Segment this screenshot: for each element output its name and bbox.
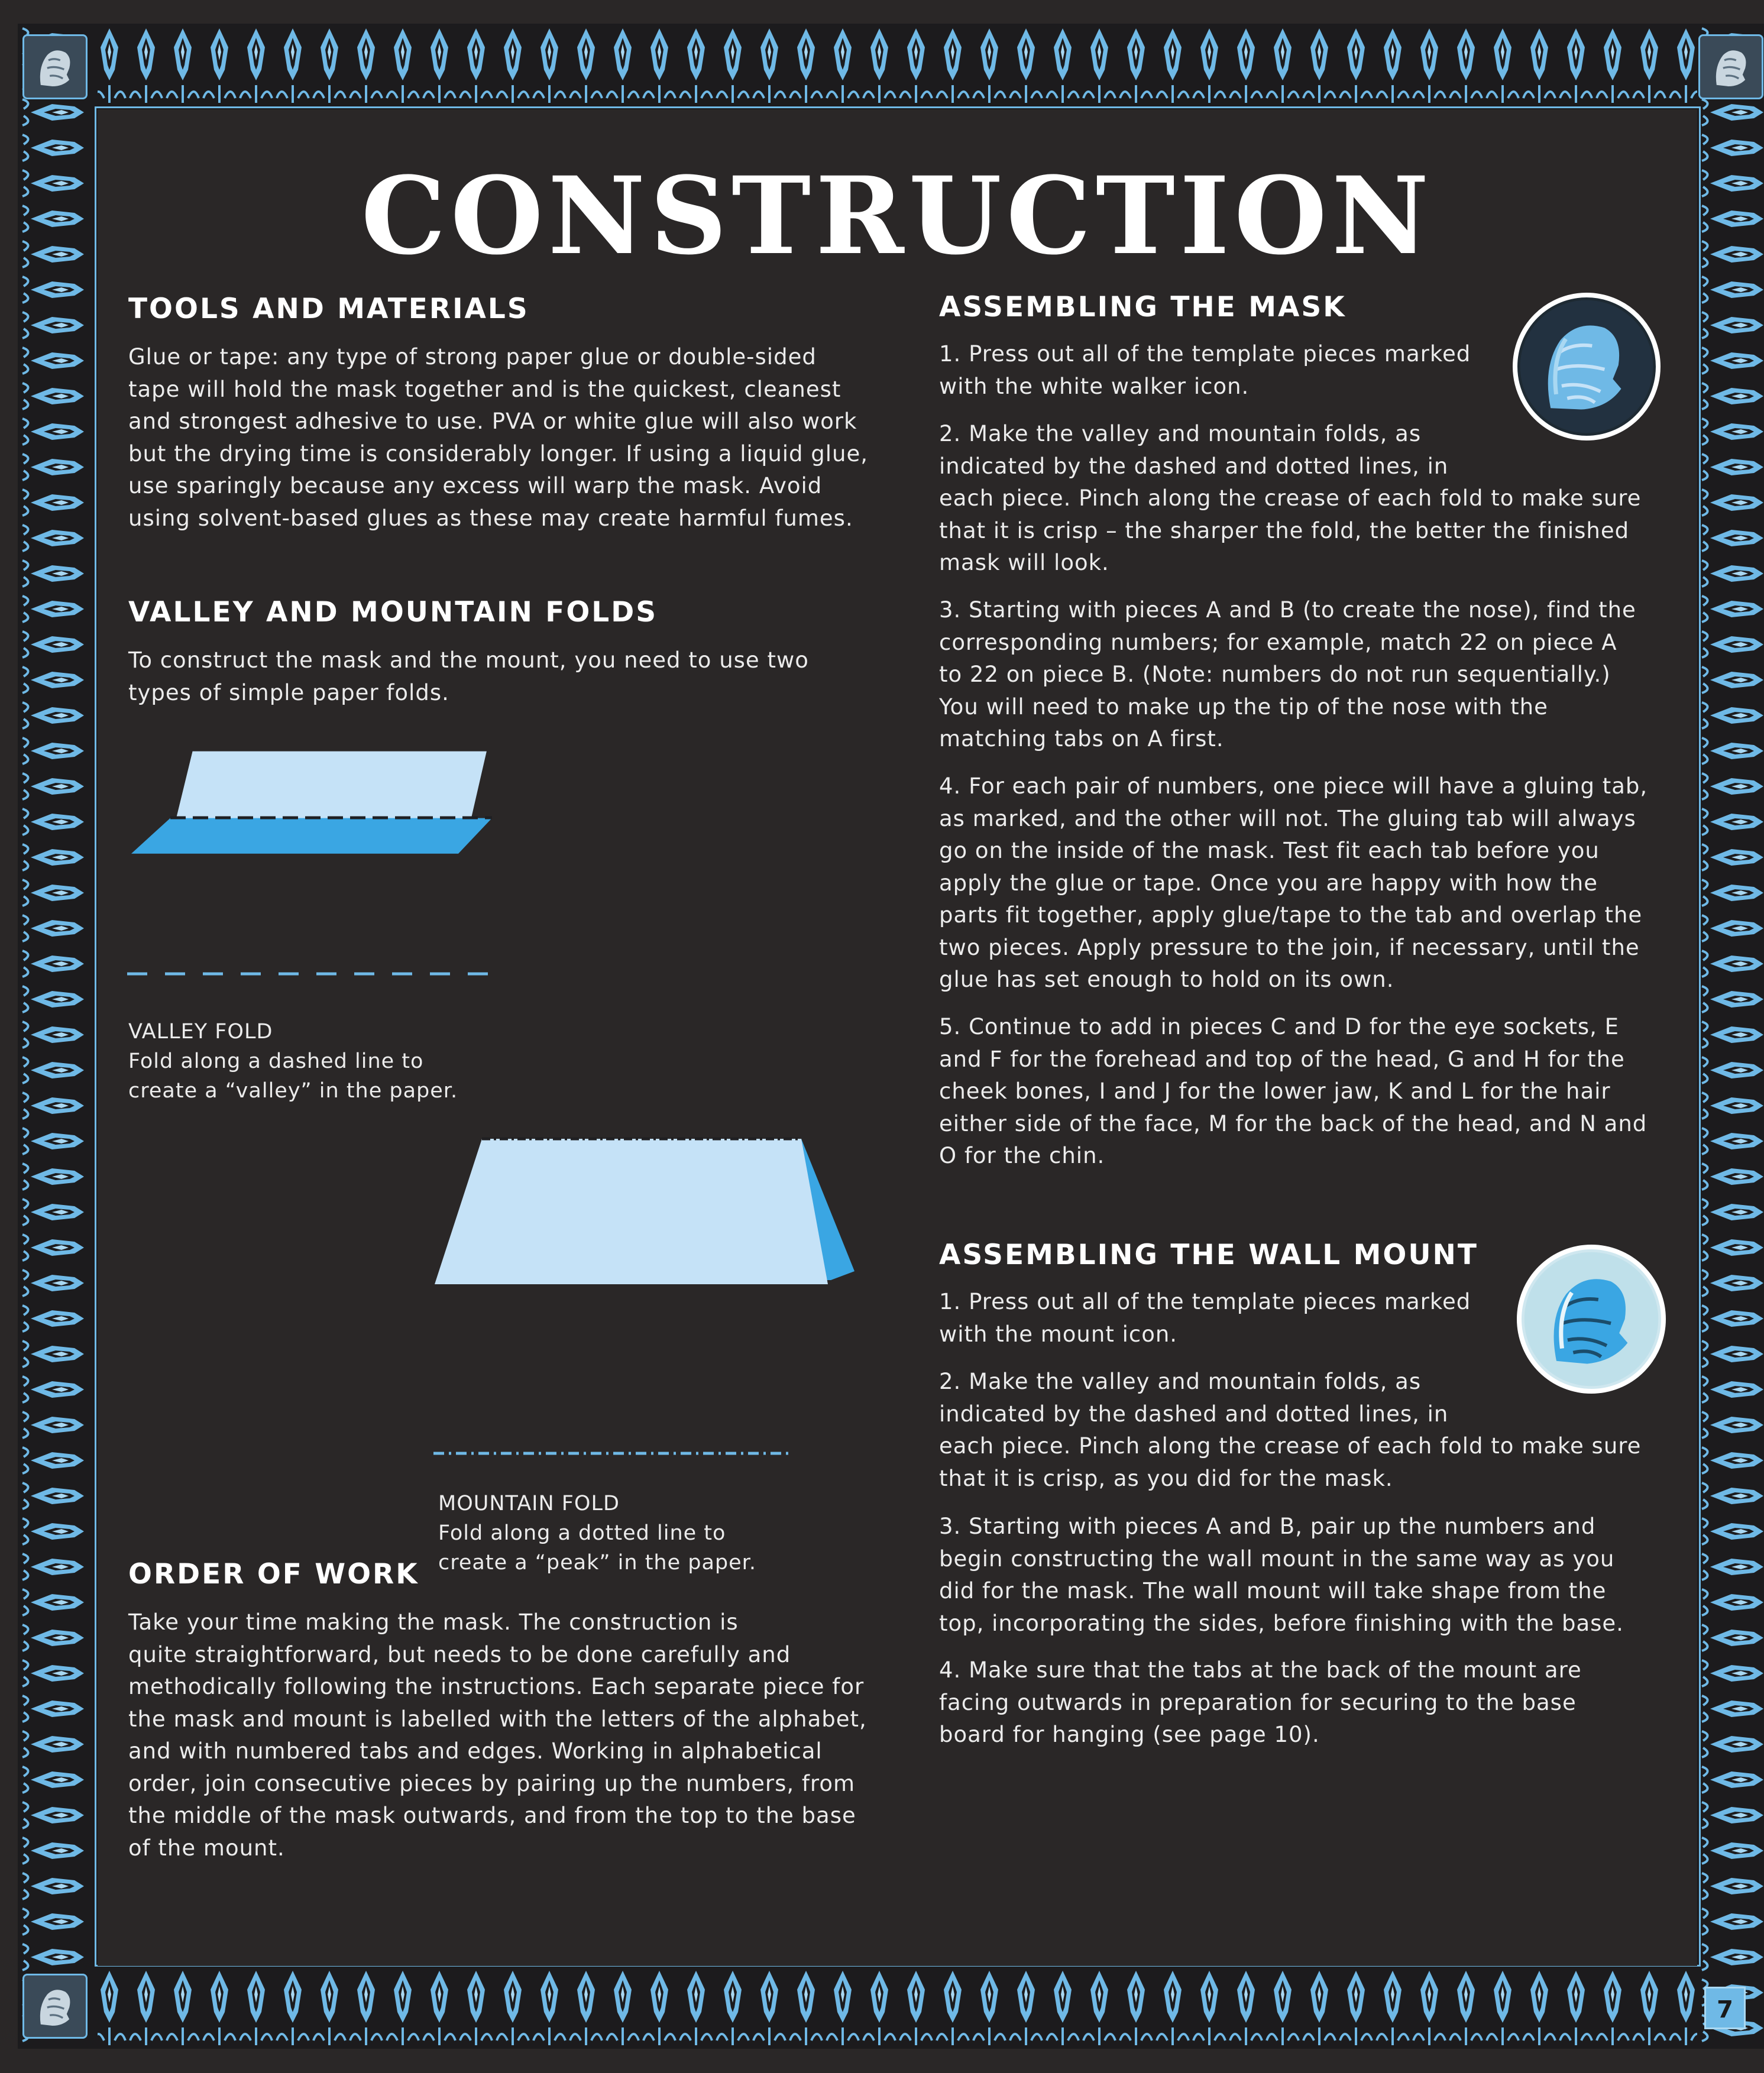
mount-step-1 [939, 1286, 1672, 1350]
content-panel [98, 109, 1697, 1966]
text-line: O for the chin. [939, 1143, 1105, 1168]
text-line: board for hanging (see page 10). [939, 1722, 1320, 1747]
text-line: corresponding numbers; for example, match 22 on piece A [939, 629, 1617, 655]
text-line: Fold along a dotted line to [438, 1521, 726, 1545]
text-line: each piece. Pinch along the crease of each fold to make sure [939, 1433, 1642, 1459]
order-heading: ORDER OF WORK [128, 1558, 419, 1591]
walker-head-icon [1705, 41, 1757, 93]
text-line: but the drying time is considerably longer. If using a liquid glue, [128, 440, 869, 467]
mask-step-2 [939, 418, 1672, 579]
text-line: with the mount icon. [939, 1321, 1178, 1347]
mount-step-2 [939, 1366, 1684, 1495]
text-line: matching tabs on A first. [939, 726, 1224, 752]
text-line: create a “valley” in the paper. [128, 1079, 458, 1103]
text-line: types of simple paper folds. [128, 679, 449, 705]
text-line: methodically following the instructions. Each separate piece for [128, 1674, 865, 1699]
text-line: of the mount. [128, 1835, 285, 1861]
valley-fold-caption [128, 1017, 542, 1106]
text-line: two pieces. Apply pressure to the join, if necessary, until the [939, 934, 1640, 960]
text-line: did for the mask. The wall mount will take shape from the [939, 1578, 1607, 1604]
text-line: 1. Press out all of the template pieces marked [939, 1289, 1471, 1314]
mask-step-1 [939, 338, 1672, 403]
order-paragraph [128, 1606, 938, 1864]
valley-fold-front-panel [131, 818, 492, 854]
text-line: indicated by the dashed and dotted lines, in [939, 453, 1449, 479]
mountain-fold-front-panel [435, 1139, 828, 1284]
corner-medallion-bottom-left [22, 1974, 88, 2039]
text-line: quite straightforward, but needs to be done carefully and [128, 1641, 791, 1667]
mount-heading: ASSEMBLING THE WALL MOUNT [939, 1239, 1478, 1271]
top-border-ornament [18, 24, 1703, 109]
text-line: 1. Press out all of the template pieces marked [939, 341, 1471, 367]
mask-step-4 [939, 770, 1684, 996]
mask-heading: ASSEMBLING THE MASK [939, 291, 1347, 323]
text-line: apply the glue or tape. Once you are happy with how the [939, 870, 1598, 896]
text-line: top, incorporating the sides, before finishing with the base. [939, 1610, 1624, 1636]
text-line: mask will look. [939, 550, 1109, 575]
text-line: using solvent-based glues as these may create harmful fumes. [128, 505, 853, 531]
text-line: parts fit together, apply glue/tape to the tab and overlap the [939, 902, 1643, 928]
text-line: to 22 on piece B. (Note: numbers do not run sequentially.) [939, 662, 1611, 687]
mountain-fold-title: MOUNTAIN FOLD [438, 1492, 620, 1515]
text-line: that it is crisp, as you did for the mask. [939, 1465, 1393, 1491]
text-line: 5. Continue to add in pieces C and D for the eye sockets, E [939, 1014, 1620, 1039]
corner-medallion-top-right [1698, 34, 1763, 99]
mask-step-5 [939, 1011, 1684, 1172]
valley-fold-illustration [130, 748, 497, 854]
text-line: and strongest adhesive to use. PVA or white glue will also work [128, 409, 857, 434]
tools-heading: TOOLS AND MATERIALS [128, 293, 529, 325]
text-line: indicated by the dashed and dotted lines, in [939, 1401, 1449, 1427]
text-line: begin constructing the wall mount in the same way as you [939, 1546, 1615, 1572]
walker-head-icon [29, 1980, 81, 2032]
text-line: with the white walker icon. [939, 373, 1250, 399]
text-line: You will need to make up the tip of the nose with the [939, 694, 1548, 720]
text-line: create a “peak” in the paper. [438, 1551, 756, 1575]
page-number: 7 [1704, 1987, 1746, 2029]
text-line: 2. Make the valley and mountain folds, as [939, 1369, 1422, 1394]
left-border-ornament [18, 24, 98, 2049]
valley-fold-title: VALLEY FOLD [128, 1020, 273, 1044]
mountain-fold-line-legend [433, 1450, 788, 1457]
text-line: go on the inside of the mask. Test fit each tab before you [939, 838, 1600, 863]
mountain-fold-caption [438, 1489, 852, 1578]
corner-medallion-top-left [22, 34, 88, 99]
text-line: Take your time making the mask. The construction is [128, 1609, 739, 1635]
folds-heading: VALLEY AND MOUNTAIN FOLDS [128, 596, 658, 629]
text-line: Glue or tape: any type of strong paper glue or double-sided [128, 344, 817, 370]
text-line: 3. Starting with pieces A and B, pair up the numbers and [939, 1514, 1596, 1539]
text-line: as marked, and the other will not. The gluing tab will always [939, 805, 1636, 831]
text-line: tape will hold the mask together and is the quickest, cleanest [128, 376, 841, 402]
mask-step-3 [939, 594, 1672, 756]
folds-paragraph [128, 644, 938, 709]
tools-paragraph [128, 341, 938, 535]
bottom-border-ornament [18, 1966, 1703, 2049]
text-line: and F for the forehead and top of the head, G and H for the [939, 1046, 1625, 1072]
text-line: either side of the face, M for the back of the head, and N and [939, 1110, 1648, 1136]
text-line: that it is crisp – the sharper the fold, the better the finished [939, 517, 1630, 543]
text-line: glue has set enough to hold on its own. [939, 967, 1394, 992]
text-line: facing outwards in preparation for securing to the base [939, 1689, 1577, 1715]
mount-step-4 [939, 1654, 1684, 1751]
text-line: Fold along a dashed line to [128, 1050, 424, 1073]
text-line: 2. Make the valley and mountain folds, as [939, 421, 1422, 446]
text-line: order, join consecutive pieces by pairing up the numbers, from [128, 1770, 855, 1796]
mountain-fold-illustration [435, 1135, 855, 1289]
text-line: To construct the mask and the mount, you need to use two [128, 647, 809, 673]
valley-fold-line-legend [127, 970, 494, 977]
text-line: each piece. Pinch along the crease of each fold to make sure [939, 485, 1642, 511]
text-line: 4. Make sure that the tabs at the back of the mount are [939, 1657, 1582, 1683]
right-border-ornament [1697, 24, 1764, 2049]
text-line: the middle of the mask outwards, and from the top to the base [128, 1803, 856, 1828]
mount-step-3 [939, 1511, 1684, 1640]
text-line: the mask and mount is labelled with the letters of the alphabet, [128, 1706, 867, 1732]
text-line: and with numbered tabs and edges. Working in alphabetical [128, 1738, 823, 1764]
text-line: cheek bones, I and J for the lower jaw, K and L for the hair [939, 1078, 1611, 1104]
text-line: 4. For each pair of numbers, one piece will have a gluing tab, [939, 773, 1648, 799]
page-title: CONSTRUCTION [361, 154, 1434, 278]
walker-head-icon [29, 41, 81, 93]
text-line: 3. Starting with pieces A and B (to create the nose), find the [939, 597, 1636, 623]
text-line: use sparingly because any excess will warp the mask. Avoid [128, 473, 823, 498]
